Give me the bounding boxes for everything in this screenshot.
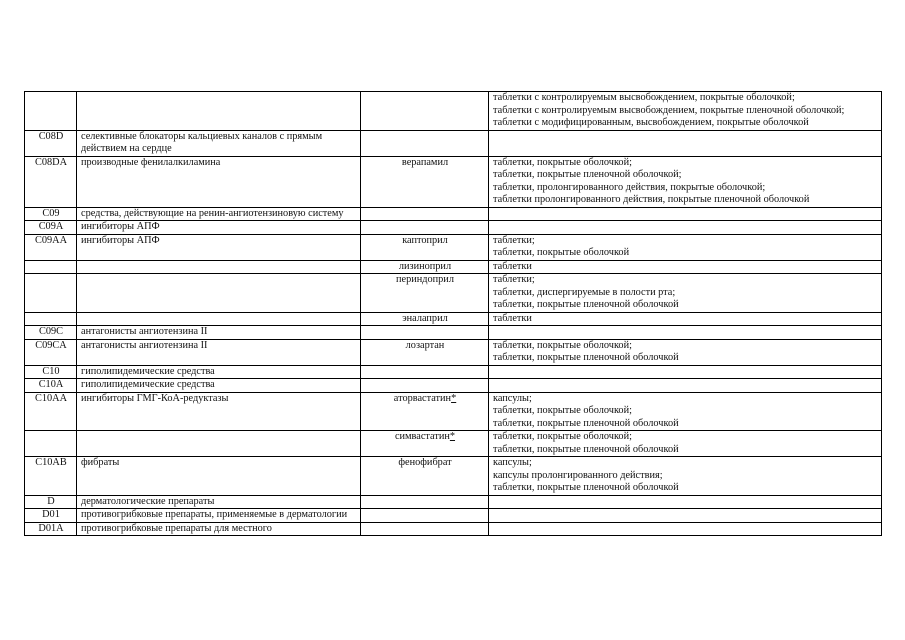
inn-cell — [361, 392, 489, 431]
table-row — [25, 326, 882, 340]
dosage-forms-cell — [489, 234, 882, 260]
dosage-form-item: таблетки, покрытые пленочной оболочкой — [493, 443, 679, 455]
dosage-form-item: таблетки, покрытые пленочной оболочкой — [493, 299, 679, 310]
table-row — [25, 234, 882, 260]
table-row — [25, 365, 882, 379]
dosage-form-item: капсулы; — [493, 392, 532, 404]
atc-code-cell: D01 — [25, 509, 77, 523]
atc-code-cell — [25, 260, 77, 274]
atc-code-cell: C09A — [25, 221, 77, 235]
inn-cell — [361, 274, 489, 313]
dosage-form-item: таблетки с контролируемым высвобождением, покрытые пленочной оболочкой; — [493, 104, 845, 116]
inn-cell — [361, 326, 489, 340]
dosage-forms-cell — [489, 274, 882, 313]
group-name-cell: гиполипидемические средства — [77, 365, 361, 379]
inn-name: лозартан — [405, 339, 445, 351]
dosage-form-item: таблетки — [493, 260, 532, 272]
table-row — [25, 495, 882, 509]
dosage-form-item: таблетки, покрытые пленочной оболочкой; — [493, 169, 682, 180]
dosage-form-item: таблетки с контролируемым высвобождением, покрытые оболочкой; — [493, 92, 795, 103]
dosage-form-item: таблетки — [493, 312, 532, 324]
dosage-form-item: таблетки; — [493, 234, 535, 246]
dosage-form-item: таблетки, покрытые оболочкой; — [493, 405, 632, 416]
table-row — [25, 392, 882, 431]
inn-name: верапамил — [401, 156, 449, 168]
inn-cell — [361, 234, 489, 260]
inn-cell — [361, 509, 489, 523]
dosage-forms-cell — [489, 457, 882, 496]
table-row — [25, 379, 882, 393]
table-row — [25, 130, 882, 156]
atc-code-cell: C09C — [25, 326, 77, 340]
group-name-cell: производные фенилалкиламина — [77, 156, 361, 207]
dosage-form-item: таблетки, покрытые пленочной оболочкой — [493, 482, 679, 493]
group-name-cell: противогрибковые препараты для местного — [77, 522, 361, 536]
footnote-mark: * — [449, 431, 456, 442]
inn-cell — [361, 221, 489, 235]
inn-cell — [361, 92, 489, 131]
atc-code-cell: C09CA — [25, 339, 77, 365]
inn-cell — [361, 156, 489, 207]
group-name-cell — [77, 274, 361, 313]
dosage-forms-cell — [489, 130, 882, 156]
inn-cell — [361, 339, 489, 365]
group-name-cell: антагонисты ангиотензина II — [77, 339, 361, 365]
inn-cell — [361, 365, 489, 379]
inn-name: симвастатин — [394, 431, 450, 442]
dosage-forms-cell — [489, 509, 882, 523]
dosage-forms-cell — [489, 339, 882, 365]
inn-name: периндоприл — [396, 274, 454, 285]
table-row — [25, 457, 882, 496]
dosage-form-item: капсулы; — [493, 457, 532, 468]
atc-code-cell: C09 — [25, 207, 77, 221]
group-name-cell: гиполипидемические средства — [77, 379, 361, 393]
dosage-form-item: таблетки, покрытые оболочкой — [493, 247, 630, 258]
table-row — [25, 339, 882, 365]
group-name-cell — [77, 260, 361, 274]
atc-code-cell: C08D — [25, 130, 77, 156]
group-name-cell: селективные блокаторы кальциевых каналов с прямым действием на сердце — [77, 130, 361, 156]
group-name-cell: ингибиторы АПФ — [77, 234, 361, 260]
table-row — [25, 260, 882, 274]
group-name-cell: дерматологические препараты — [77, 495, 361, 509]
dosage-forms-cell — [489, 326, 882, 340]
table-row — [25, 274, 882, 313]
group-name-cell: антагонисты ангиотензина II — [77, 326, 361, 340]
dosage-forms-cell — [489, 92, 882, 131]
atc-code-cell: C10AB — [25, 457, 77, 496]
inn-name: лизиноприл — [398, 260, 452, 272]
dosage-forms-cell — [489, 156, 882, 207]
dosage-forms-cell — [489, 365, 882, 379]
dosage-forms-cell — [489, 495, 882, 509]
group-name-cell: средства, действующие на ренин-ангиотензиновую систему — [77, 207, 361, 221]
table-row — [25, 522, 882, 536]
inn-name: фенофибрат — [398, 457, 452, 468]
inn-cell — [361, 379, 489, 393]
atc-code-cell: C10A — [25, 379, 77, 393]
atc-code-cell: C10 — [25, 365, 77, 379]
inn-cell — [361, 130, 489, 156]
dosage-form-item: таблетки пролонгированного действия, покрытые пленочной оболочкой — [493, 194, 810, 205]
inn-cell — [361, 431, 489, 457]
dosage-form-item: таблетки, покрытые оболочкой; — [493, 156, 632, 168]
inn-cell — [361, 260, 489, 274]
dosage-forms-cell — [489, 221, 882, 235]
table-row — [25, 207, 882, 221]
atc-code-cell — [25, 274, 77, 313]
dosage-form-item: таблетки, покрытые пленочной оболочкой — [493, 352, 679, 363]
dosage-form-item: таблетки с модифицированным, высвобождением, покрытые оболочкой — [493, 117, 809, 128]
dosage-forms-cell — [489, 431, 882, 457]
dosage-forms-cell — [489, 260, 882, 274]
table-row — [25, 92, 882, 131]
group-name-cell — [77, 92, 361, 131]
inn-name: аторвастатин — [393, 392, 452, 404]
dosage-forms-cell — [489, 312, 882, 326]
group-name-cell: фибраты — [77, 457, 361, 496]
table-row — [25, 312, 882, 326]
dosage-form-item: таблетки, покрытые оболочкой; — [493, 339, 632, 351]
group-name-cell — [77, 431, 361, 457]
table-row — [25, 156, 882, 207]
table-row — [25, 431, 882, 457]
inn-cell — [361, 312, 489, 326]
inn-name: каптоприл — [402, 234, 448, 246]
dosage-forms-cell — [489, 207, 882, 221]
atc-code-cell: D01A — [25, 522, 77, 536]
group-name-cell: ингибиторы ГМГ-КоА-редуктазы — [77, 392, 361, 431]
inn-cell — [361, 522, 489, 536]
table-body — [25, 92, 882, 536]
dosage-forms-cell — [489, 379, 882, 393]
inn-cell — [361, 495, 489, 509]
table-row — [25, 221, 882, 235]
atc-code-cell: C09AA — [25, 234, 77, 260]
dosage-form-item: таблетки, покрытые оболочкой; — [493, 431, 632, 442]
table-row — [25, 509, 882, 523]
dosage-form-item: таблетки, пролонгированного действия, покрытые оболочкой; — [493, 181, 766, 193]
dosage-form-item: таблетки, диспергируемые в полости рта; — [493, 286, 676, 298]
footnote-mark: * — [451, 392, 457, 404]
atc-code-cell: D — [25, 495, 77, 509]
inn-name: эналаприл — [402, 312, 448, 324]
inn-cell — [361, 207, 489, 221]
atc-code-cell — [25, 92, 77, 131]
atc-code-cell: C10AA — [25, 392, 77, 431]
dosage-form-item: таблетки, покрытые пленочной оболочкой — [493, 417, 679, 429]
atc-code-cell — [25, 431, 77, 457]
group-name-cell: ингибиторы АПФ — [77, 221, 361, 235]
dosage-form-item: капсулы пролонгированного действия; — [493, 469, 663, 481]
atc-code-cell: C08DA — [25, 156, 77, 207]
dosage-forms-cell — [489, 522, 882, 536]
group-name-cell — [77, 312, 361, 326]
atc-code-cell — [25, 312, 77, 326]
dosage-form-item: таблетки; — [493, 274, 535, 285]
dosage-forms-cell — [489, 392, 882, 431]
inn-cell — [361, 457, 489, 496]
group-name-cell: противогрибковые препараты, применяемые в дерматологии — [77, 509, 361, 523]
drug-list-table — [24, 91, 882, 536]
